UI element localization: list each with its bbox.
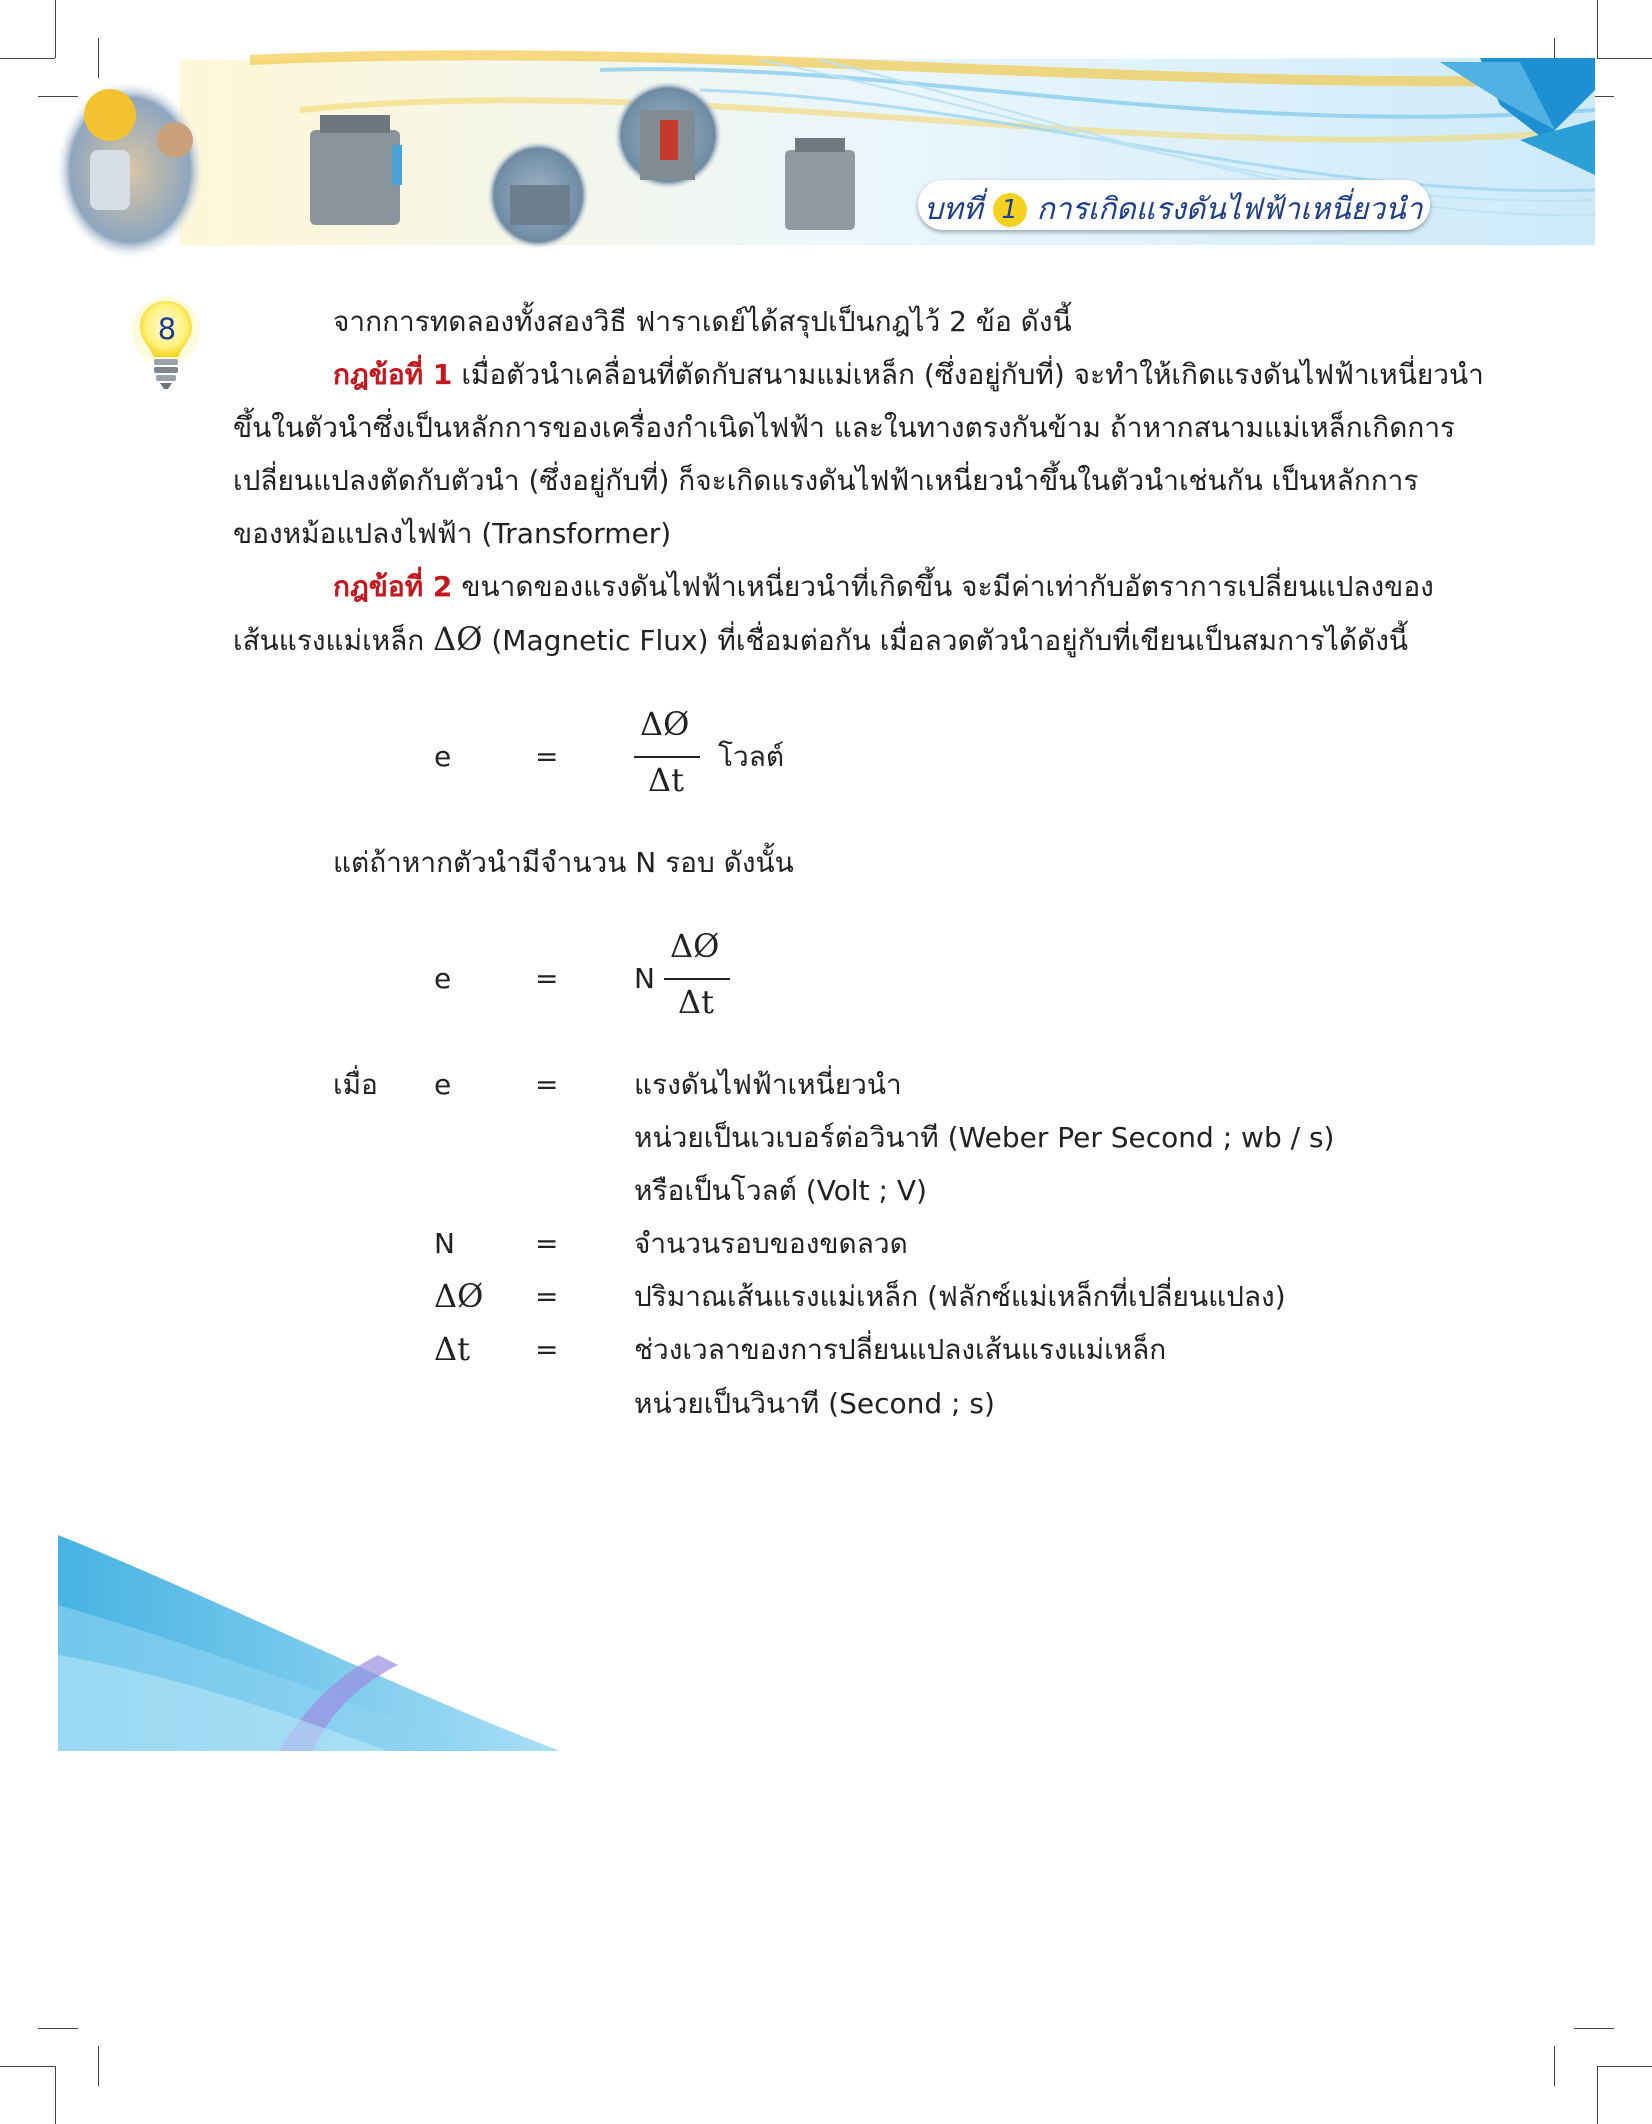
rule-1-line-3: เปลี่ยนแปลงตัดกับตัวนำ (ซึ่งอยู่กับที่) ก็จะเกิดแรงดันไฟฟ้าเหนี่ยวนำขึ้นในตัวนำเช่นกัน เป็นหลักการ — [233, 464, 1419, 497]
crop-mark — [38, 2028, 78, 2029]
page-number: 8 — [157, 312, 177, 346]
rule-2-text-before: เส้นแรงแม่เหล็ก — [233, 624, 425, 657]
formula-1-equals: = — [535, 740, 559, 773]
formula-1-denominator: Δt — [648, 761, 684, 799]
def-e-line-2: หน่วยเป็นเวเบอร์ต่อวินาที (Weber Per Second ; wb / s) — [634, 1121, 1335, 1154]
rule-2-text: ขนาดของแรงดันไฟฟ้าเหนี่ยวนำที่เกิดขึ้น จะมีค่าเท่ากับอัตราการเปลี่ยนแปลงของ — [461, 570, 1434, 603]
formula-2-lhs: e — [434, 962, 452, 995]
def-e-line-3: หรือเป็นโวลต์ (Volt ; V) — [634, 1174, 927, 1207]
rule-2-line-2 — [233, 613, 1408, 667]
def-equals: = — [535, 1068, 559, 1101]
formula-1-unit: โวลต์ — [718, 740, 785, 773]
between-text: แต่ถ้าหากตัวนำมีจำนวน N รอบ ดังนั้น — [333, 846, 794, 879]
crop-mark — [1574, 2028, 1614, 2029]
def-symbol-n: N — [434, 1227, 455, 1260]
rule-1-label: กฎข้อที่ 1 — [333, 358, 453, 391]
crop-mark — [1554, 2046, 1555, 2086]
def-t-line-1: ช่วงเวลาของการปลี่ยนแปลงเส้นแรงแม่เหล็ก — [634, 1333, 1167, 1366]
rule-1-text: เมื่อตัวนำเคลื่อนที่ตัดกับสนามแม่เหล็ก (ซึ่งอยู่กับที่) จะทำให้เกิดแรงดันไฟฟ้าเหนี่ยวนำ — [461, 358, 1484, 391]
chapter-heading — [924, 186, 1422, 233]
crop-mark — [55, 2066, 56, 2124]
chapter-label: บทที่ — [924, 192, 983, 227]
rule-1-line-2: ขึ้นในตัวนำซึ่งเป็นหลักการของเครื่องกำเนิดไฟฟ้า และในทางตรงกันข้าม ถ้าหากสนามแม่เหล็กเกิดการ — [233, 411, 1456, 444]
crop-mark — [98, 2046, 99, 2086]
def-equals: = — [535, 1280, 559, 1313]
chapter-number: 1 — [993, 193, 1027, 227]
delta-flux-symbol: ΔØ — [433, 620, 483, 658]
footer-wave-decoration — [58, 1535, 560, 1751]
intro-paragraph: จากการทดลองทั้งสองวิธี ฟาราเดย์ได้สรุปเป็นกฎไว้ 2 ข้อ ดังนี้ — [333, 305, 1072, 338]
formula-2-coefficient: N — [634, 962, 655, 995]
rule-2-line-1 — [333, 560, 1434, 613]
header-banner — [0, 0, 1652, 300]
formula-2-numerator: ΔØ — [670, 927, 720, 965]
def-symbol-delta-flux: ΔØ — [434, 1277, 484, 1315]
crop-mark — [1597, 2066, 1598, 2124]
rule-2-label: กฎข้อที่ 2 — [333, 570, 453, 603]
rule-2-text-after: (Magnetic Flux) ที่เชื่อมต่อกัน เมื่อลวดตัวนำอยู่กับที่เขียนเป็นสมการได้ดังนี้ — [491, 624, 1409, 657]
def-t-line-2: หน่วยเป็นวินาที (Second ; s) — [634, 1387, 995, 1420]
def-symbol-delta-t: Δt — [434, 1330, 470, 1368]
def-equals: = — [535, 1333, 559, 1366]
def-n-line-1: จำนวนรอบของขดลวด — [634, 1227, 908, 1260]
def-symbol-e: e — [434, 1068, 452, 1101]
formula-2-denominator: Δt — [678, 983, 714, 1021]
rule-1-line-1 — [333, 348, 1484, 401]
def-equals: = — [535, 1227, 559, 1260]
crop-mark — [1597, 2066, 1652, 2067]
def-e-line-1: แรงดันไฟฟ้าเหนี่ยวนำ — [634, 1068, 902, 1101]
formula-2-equals: = — [535, 962, 559, 995]
chapter-title: การเกิดแรงดันไฟฟ้าเหนี่ยวนำ — [1036, 192, 1423, 227]
where-label: เมื่อ — [333, 1068, 378, 1101]
rule-1-line-4: ของหม้อแปลงไฟฟ้า (Transformer) — [233, 517, 672, 550]
formula-1-numerator: ΔØ — [640, 705, 690, 743]
def-flux-line-1: ปริมาณเส้นแรงแม่เหล็ก (ฟลักซ์แม่เหล็กที่เปลี่ยนแปลง) — [634, 1280, 1286, 1313]
crop-mark — [0, 2066, 55, 2067]
formula-1-lhs: e — [434, 740, 452, 773]
